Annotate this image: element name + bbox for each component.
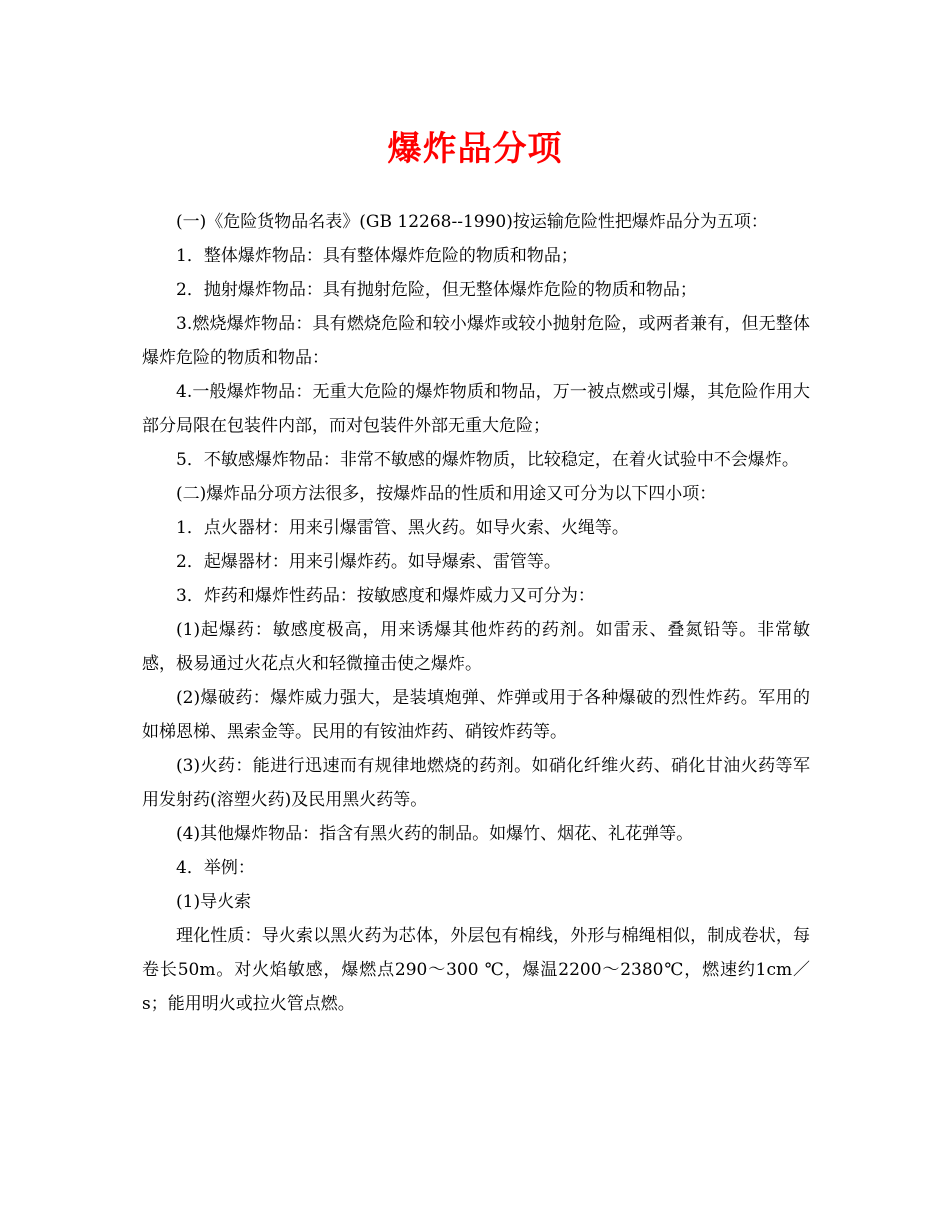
paragraph-item-4-general: 4.一般爆炸物品：无重大危险的爆炸物质和物品，万一被点燃或引爆，其危险作用大部分局限在包装件内部，而对包装件外部无重大危险；	[142, 382, 810, 436]
paragraph-item-3-combustion: 3.燃烧爆炸物品：具有燃烧危险和较小爆炸或较小抛射危险，或两者兼有，但无整体爆炸危险的物质和物品：	[142, 314, 810, 368]
paragraph-fuse-heading: (1)导火索	[176, 892, 252, 912]
paragraph-item-1-whole-explosion: 1．整体爆炸物品：具有整体爆炸危险的物质和物品；	[176, 246, 578, 266]
paragraph-ignition-equipment: 1．点火器材：用来引爆雷管、黑火药。如导火索、火绳等。	[176, 518, 629, 538]
document-body	[142, 205, 810, 1021]
paragraph-other-explosives: (4)其他爆炸物品：指含有黑火药的制品。如爆竹、烟花、礼花弹等。	[176, 824, 694, 844]
paragraph-fuse-properties: 理化性质：导火索以黑火药为芯体，外层包有棉线，外形与棉绳相似，制成卷状，每卷长50m。对火焰敏感，爆燃点290～300 ℃，爆温2200～2380℃，燃速约1cm／s；能用明火或拉火管点燃。	[142, 926, 810, 1014]
paragraph-detonation-equipment: 2．起爆器材：用来引爆炸药。如导爆索、雷管等。	[176, 552, 561, 572]
paragraph-intro-part-one: (一)《危险货物品名表》(GB 12268--1990)按运输危险性把爆炸品分为五项：	[176, 212, 768, 232]
paragraph-item-2-projection: 2．抛射爆炸物品：具有抛射危险，但无整体爆炸危险的物质和物品；	[176, 280, 697, 300]
paragraph-gunpowder: (3)火药：能进行迅速而有规律地燃烧的药剂。如硝化纤维火药、硝化甘油火药等军用发射药(溶塑火药)及民用黑火药等。	[142, 756, 810, 810]
paragraph-explosives: 3．炸药和爆炸性药品：按敏感度和爆炸威力又可分为：	[176, 586, 595, 606]
paragraph-intro-part-two: (二)爆炸品分项方法很多，按爆炸品的性质和用途又可分为以下四小项：	[176, 484, 717, 504]
paragraph-examples-heading: 4．举例：	[176, 858, 255, 878]
paragraph-item-5-insensitive: 5．不敏感爆炸物品：非常不敏感的爆炸物质，比较稳定，在着火试验中不会爆炸。	[176, 450, 799, 470]
paragraph-primary-explosive: (1)起爆药：敏感度极高，用来诱爆其他炸药的药剂。如雷汞、叠氮铅等。非常敏感，极易通过火花点火和轻微撞击使之爆炸。	[142, 620, 810, 674]
paragraph-blasting-explosive: (2)爆破药：爆炸威力强大，是装填炮弹、炸弹或用于各种爆破的烈性炸药。军用的如梯恩梯、黑索金等。民用的有铵油炸药、硝铵炸药等。	[142, 688, 810, 742]
document-title: 爆炸品分项	[387, 129, 563, 169]
